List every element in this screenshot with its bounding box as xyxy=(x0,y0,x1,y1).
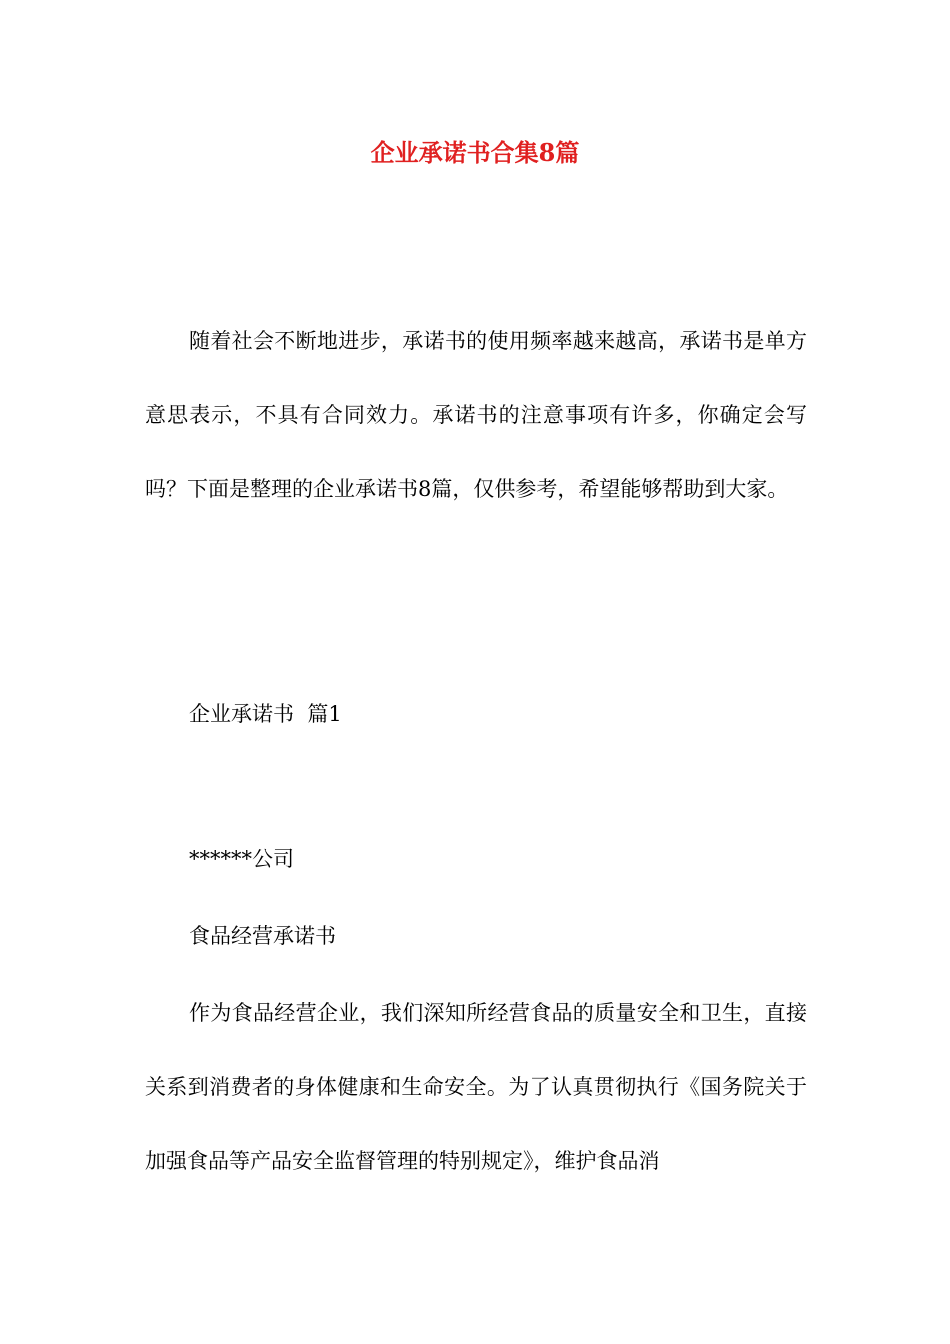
body-paragraph: 作为食品经营企业，我们深知所经营食品的质量安全和卫生，直接关系到消费者的身体健康和生命安全。为了认真贯彻执行《国务院关于加强食品等产品安全监督管理的特别规定》，维护食品消 xyxy=(145,1001,807,1173)
section-heading: 企业承诺书 篇1 xyxy=(189,702,342,726)
company-line: ******公司 xyxy=(189,847,294,871)
document-title: 企业承诺书合集8篇 xyxy=(370,138,580,167)
intro-paragraph: 随着社会不断地进步，承诺书的使用频率越来越高，承诺书是单方意思表示，不具有合同效力。承诺书的注意事项有许多，你确定会写吗？下面是整理的企业承诺书8篇，仅供参考，希望能够帮助到大家。 xyxy=(145,329,807,501)
document-subtitle: 食品经营承诺书 xyxy=(189,924,336,948)
